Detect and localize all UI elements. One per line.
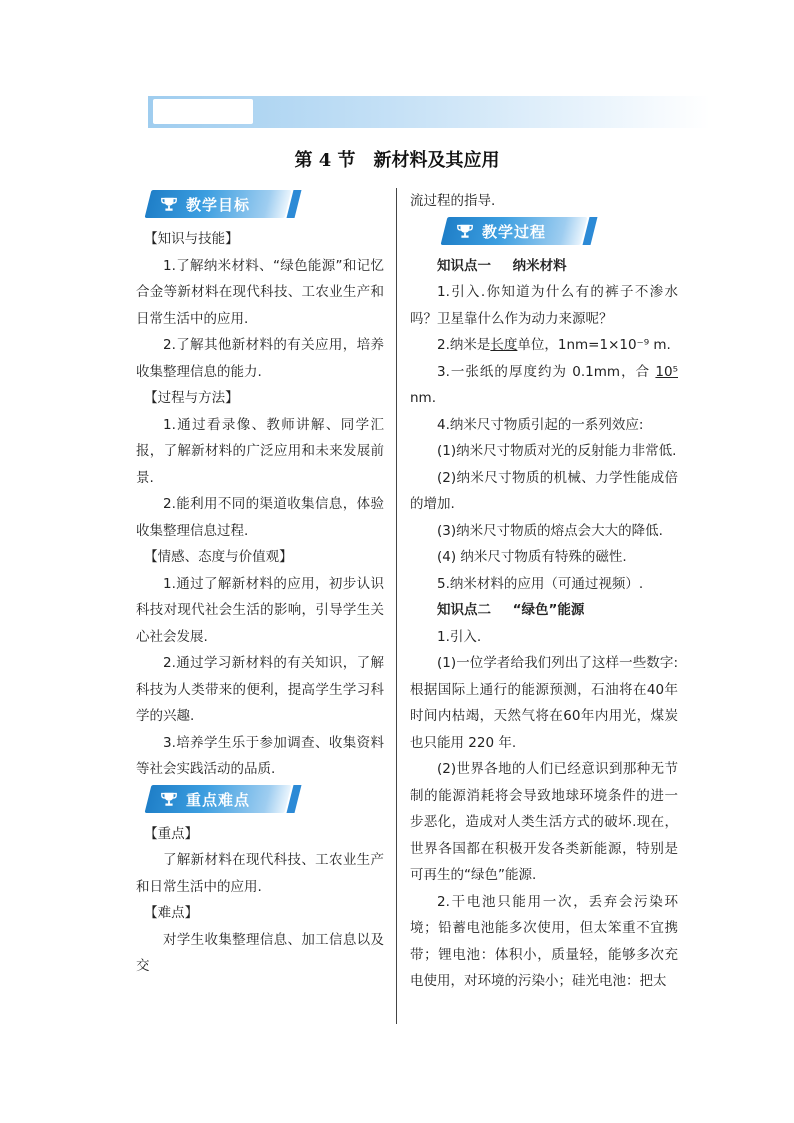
kp-name: “绿色”能源 — [512, 602, 585, 618]
right-column — [410, 188, 678, 995]
page-title: 第 4 节 新材料及其应用 — [294, 150, 500, 171]
paragraph-continued: 流过程的指导. — [410, 193, 496, 209]
paragraph: 2.干电池只能用一次，丢弃会污染环境；铅蓄电池能多次使用，但太笨重不宜携带；锂电池：体积小，质量轻，能够多次充电使用，对环境的污染小；硅光电池：把太 — [410, 893, 678, 989]
paragraph: (2)世界各地的人们已经意识到那种无节制的能源消耗将会导致地球环境条件的进一步恶化，造成对人类生活方式的破坏.现在，世界各国都在积极开发各类新能源，特别是可再生的“绿色”能源. — [410, 761, 678, 883]
paragraph: 2.通过学习新材料的有关知识，了解科技为人类带来的便利，提高学生学习科学的兴趣. — [136, 655, 384, 724]
answer-blank: 长度 — [490, 337, 518, 353]
paragraph: 2.纳米是长度单位，1nm=1×10⁻⁹ m. — [437, 337, 671, 353]
heading-difficulty: 【难点】 — [144, 905, 199, 921]
heading-key: 【重点】 — [144, 825, 199, 842]
paragraph: (1)纳米尺寸物质对光的反射能力非常低. — [437, 443, 677, 459]
section-banner-teaching-goals — [145, 190, 292, 218]
kp-name: 纳米材料 — [512, 257, 567, 274]
paragraph: (1)一位学者给我们列出了这样一些数字: 根据国际上通行的能源预测，石油将在40年时间内枯竭，天然气将在60年内用光，煤炭也只能用 220 年. — [410, 655, 678, 751]
heading-process: 【过程与方法】 — [144, 390, 239, 406]
trophy-icon — [160, 195, 178, 213]
kp-label: 知识点二 — [437, 602, 491, 618]
header-tab — [153, 99, 253, 124]
answer-blank: 10⁵ — [655, 363, 678, 380]
banner-label: 教学目标 — [186, 195, 251, 214]
section-banner-teaching-process — [441, 217, 588, 245]
paragraph: 1.通过看录像、教师讲解、同学汇报，了解新材料的广泛应用和未来发展前景. — [136, 416, 384, 486]
paragraph: 2.能利用不同的渠道收集信息，体验收集整理信息过程. — [136, 496, 384, 539]
paragraph: 2.了解其他新材料的有关应用，培养收集整理信息的能力. — [136, 337, 384, 380]
heading-knowledge: 【知识与技能】 — [144, 231, 239, 247]
paragraph: (3)纳米尺寸物质的熔点会大大的降低. — [437, 522, 663, 539]
paragraph: 对学生收集整理信息、加工信息以及交 — [136, 931, 384, 974]
paragraph: 3.一张纸的厚度约为 0.1mm，合 10⁵ nm. — [410, 363, 678, 406]
paragraph: 1.引入.你知道为什么有的裤子不渗水吗？卫星靠什么作为动力来源呢？ — [410, 284, 678, 327]
trophy-icon — [456, 222, 474, 240]
paragraph: 5.纳米材料的应用（可通过视频）. — [437, 575, 644, 592]
banner-label: 重点难点 — [186, 790, 251, 808]
kp-label: 知识点一 — [437, 257, 491, 274]
header-band — [148, 96, 710, 128]
paragraph: (4) 纳米尺寸物质有特殊的磁性. — [437, 549, 627, 565]
heading-emotion: 【情感、态度与价值观】 — [144, 549, 293, 565]
section-banner-key-points — [145, 785, 292, 813]
paragraph: (2)纳米尺寸物质的机械、力学性能成倍的增加. — [410, 469, 678, 512]
paragraph: 3.培养学生乐于参加调查、收集资料等社会实践活动的品质. — [136, 734, 384, 777]
left-column — [136, 188, 384, 980]
knowledge-point-1-heading — [410, 253, 678, 280]
knowledge-point-2-heading — [410, 597, 678, 624]
trophy-icon — [160, 790, 178, 808]
column-divider — [396, 188, 397, 1024]
paragraph: 4.纳米尺寸物质引起的一系列效应: — [437, 416, 644, 433]
banner-label: 教学过程 — [482, 222, 547, 240]
paragraph: 了解新材料在现代科技、工农业生产和日常生活中的应用. — [136, 852, 384, 895]
paragraph: 1.了解纳米材料、“绿色能源”和记忆合金等新材料在现代科技、工农业生产和日常生活中的应用. — [136, 257, 384, 327]
paragraph: 1.通过了解新材料的应用，初步认识科技对现代社会生活的影响，引导学生关心社会发展. — [136, 575, 384, 645]
paragraph: 1.引入. — [437, 628, 482, 645]
